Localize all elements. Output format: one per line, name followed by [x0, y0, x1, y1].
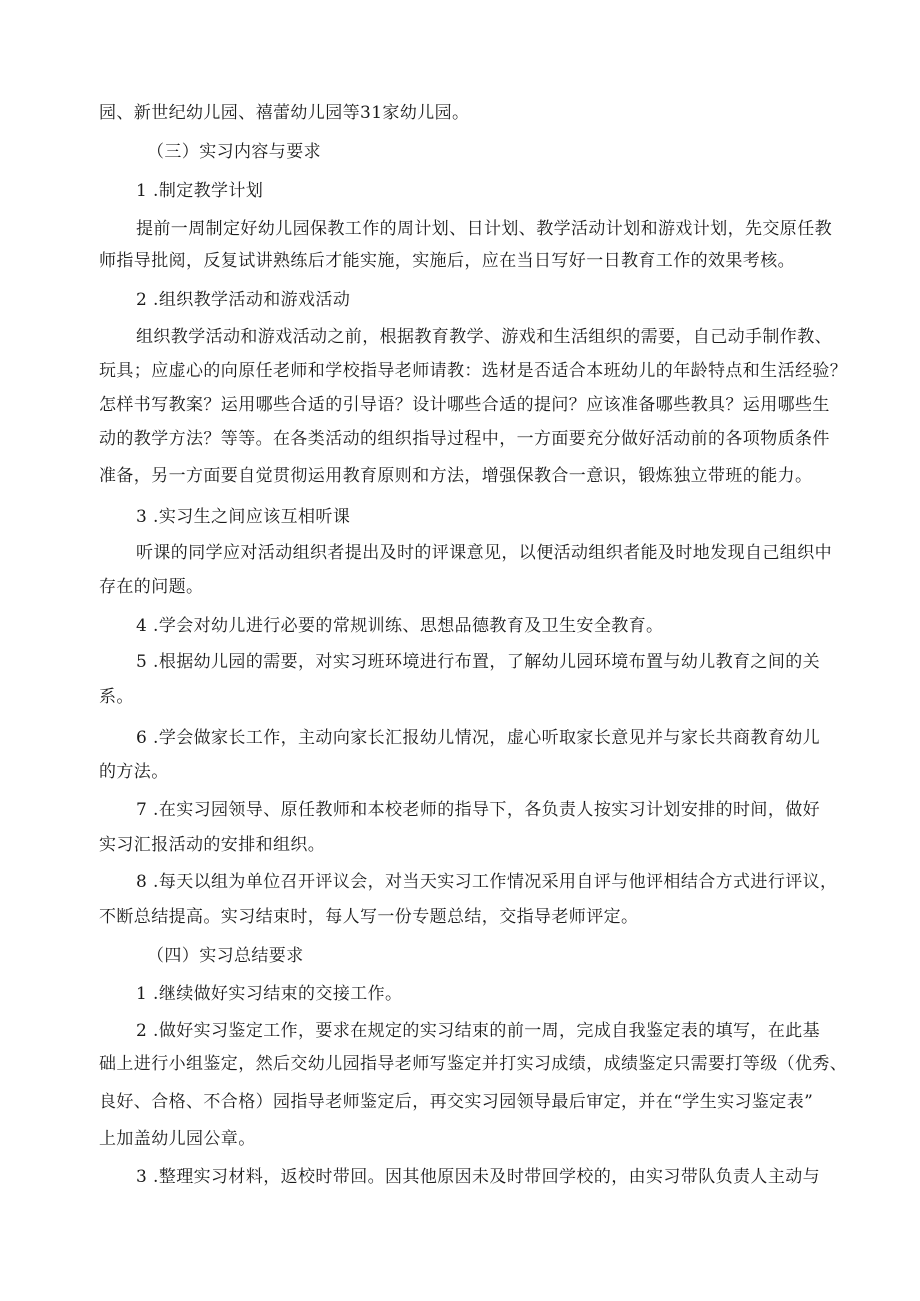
- section-heading: （三）实习内容与要求: [147, 142, 321, 162]
- text-line: 准备，另一方面要自觉贯彻运用教育原则和方法，增强保教合一意识，锻炼独立带班的能力。: [99, 466, 813, 486]
- list-item: 2 .做好实习鉴定工作，要求在规定的实习结束的前一周，完成自我鉴定表的填写，在此基: [136, 1021, 821, 1041]
- list-item: 6 .学会做家长工作，主动向家长汇报幼儿情况，虚心听取家长意见并与家长共商教育幼儿: [136, 728, 821, 748]
- list-item: 4 .学会对幼儿进行必要的常规训练、思想品德教育及卫生安全教育。: [136, 616, 664, 636]
- text-line: 存在的问题。: [99, 577, 204, 597]
- text-line: 的方法。: [99, 762, 169, 782]
- text-line: 组织教学活动和游戏活动之前，根据教育教学、游戏和生活组织的需要，自己动手制作教、: [136, 327, 832, 347]
- list-item: 5 .根据幼儿园的需要，对实习班环境进行布置，了解幼儿园环境布置与幼儿教育之间的关: [136, 652, 821, 672]
- text-line: 怎样书写教案？运用哪些合适的引导语？设计哪些合适的提问？应该准备哪些教具？运用哪些生: [99, 395, 830, 415]
- list-item: 3 .整理实习材料，返校时带回。因其他原因未及时带回学校的，由实习带队负责人主动与: [136, 1167, 821, 1187]
- list-item: 1 .继续做好实习结束的交接工作。: [136, 984, 403, 1004]
- list-item-heading: 1 .制定教学计划: [136, 181, 264, 201]
- text-line: 良好、合格、不合格）园指导老师鉴定后，再交实习园领导最后审定，并在“学生实习鉴定表”: [99, 1092, 814, 1112]
- list-item: 7 .在实习园领导、原任教师和本校老师的指导下，各负责人按实习计划安排的时间，做好: [136, 800, 821, 820]
- section-heading: （四）实习总结要求: [147, 946, 304, 966]
- text-line: 师指导批阅，反复试讲熟练后才能实施，实施后，应在当日写好一日教育工作的效果考核。: [99, 251, 795, 271]
- text-line: 玩具；应虚心的向原任老师和学校指导老师请教：选材是否适合本班幼儿的年龄特点和生活经验？: [99, 361, 848, 381]
- text-line: 不断总结提高。实习结束时，每人写一份专题总结，交指导老师评定。: [99, 907, 639, 927]
- text-line: 实习汇报活动的安排和组织。: [99, 835, 326, 855]
- text-line: 听课的同学应对活动组织者提出及时的评课意见，以便活动组织者能及时地发现自己组织中: [136, 543, 832, 563]
- text-line: 系。: [99, 687, 134, 707]
- text-line: 础上进行小组鉴定，然后交幼儿园指导老师写鉴定并打实习成绩，成绩鉴定只需要打等级（优秀、: [99, 1054, 848, 1074]
- list-item: 8 .每天以组为单位召开评议会，对当天实习工作情况采用自评与他评相结合方式进行评议，: [136, 872, 838, 892]
- list-item-heading: 3 .实习生之间应该互相听课: [136, 507, 351, 527]
- text-line: 园、新世纪幼儿园、禧蕾幼儿园等31家幼儿园。: [99, 103, 470, 123]
- text-line: 提前一周制定好幼儿园保教工作的周计划、日计划、教学活动计划和游戏计划，先交原任教: [136, 219, 832, 239]
- list-item-heading: 2 .组织教学活动和游戏活动: [136, 290, 351, 310]
- text-line: 动的教学方法？等等。在各类活动的组织指导过程中，一方面要充分做好活动前的各项物质条件: [99, 429, 830, 449]
- text-line: 上加盖幼儿园公章。: [99, 1129, 256, 1149]
